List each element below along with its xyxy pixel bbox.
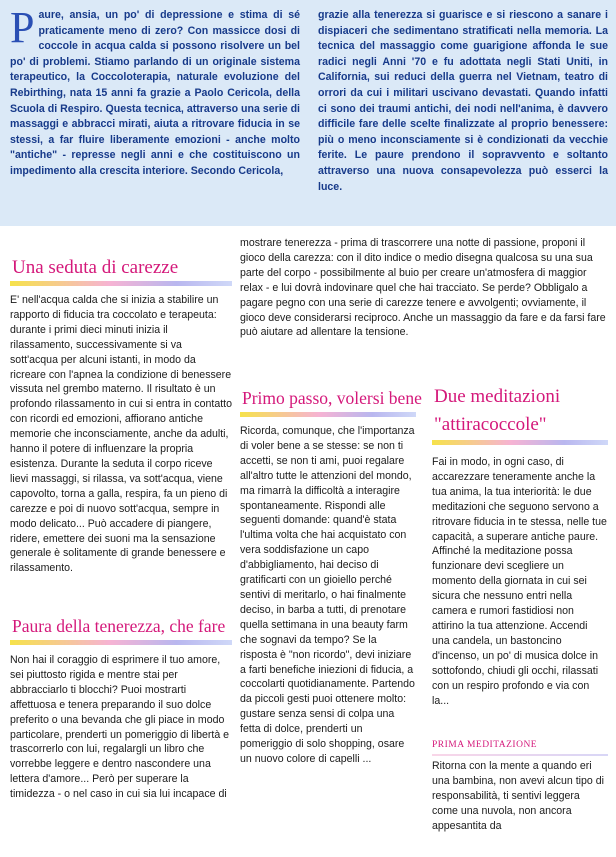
due-meditazioni-text: Fai in modo, in ogni caso, di accarezzare teneramente anche la tua anima, la tua interiorità: le due meditazioni che seguono servono a ritrovare fiducia in te stessa, nelle tue capacità, a superare antiche paure. Affinché la meditazione possa funzionare devi scegliere un momento della giornata in cui sei sicura che nessuno entri nella camera e rumori fastidiosi non attirino la tua attenzione. Accendi una candela, un bastoncino d'incenso, un po' di musica dolce in sottofondo, chiudi gli occhi, rilassati con un respiro profondo e via con la...: [432, 456, 607, 707]
prima-meditazione-text: Ritorna con la mente a quando eri una bambina, non avevi alcun tipo di responsabilità, ti sentivi leggera come una nuvola, non ancora appesantita da: [432, 760, 604, 832]
prima-meditazione-label: PRIMA MEDITAZIONE: [432, 740, 538, 750]
heading-due-meditazioni: Due meditazioni: [434, 386, 561, 407]
heading-rule: [10, 281, 232, 286]
intro-right-text: grazie alla tenerezza si guarisce e si riescono a sanare i dispiaceri che sedimentano stratificati nella memoria. La tecnica del massaggio come guarigione affonda le sue radici negli Anni '70 e fu adottata negli Stati Uniti, in California, sui reduci della guerra nel Vietnam, teatro di orrori da cui i militari uscivano devastati. Quando infatti ci sono dei traumi antichi, dei nodi nell'anima, è davvero difficile fare delle scelte finalizzate al proprio benessere: più o meno inconsciamente si è condizionati da vecchie ferite. Le paure prendono il sopravvento e soltanto attraverso una nuova consapevolezza può esserci la luce.: [318, 9, 608, 193]
seduta-text: E' nell'acqua calda che si inizia a stabilire un rapporto di fiducia tra coccolato e terapeuta: durante i primi dieci minuti inizia il rilassamento, successivamente si va sott'acqua per alcuni istanti, in modo da ricreare con l'apnea la condizione di benessere vissuta nel grembo materno. Il risultato è un profondo rilassamento in cui si entra in contatto con ricordi ed emozioni, affiorano antiche memorie che inconsciamente, anche da adulti, hanno il potere di influenzare la propria esistenza. Durante la seduta il corpo riceve lievi massaggi, si rilassa, va sott'acqua, viene capovolto, torna a galla, respira, fa un pieno di carezze e poi di nuovo sott'acqua, sempre in modo delicato... Può accadere di piangere, ridere, emettere dei suoni ma la sensazione generale è solitamente di grande benessere e rilassamento.: [10, 294, 233, 575]
subheading-rule: [432, 754, 608, 756]
primo-passo-text: Ricorda, comunque, che l'importanza di voler bene a se stesse: se non ti accetti, se non ti ami, puoi regalare all'altro tutte le attenzioni del mondo, ma rimarrà la difficoltà a interagire spontaneamente. Rispondi alle seguenti domande: quand'è stata l'ultima volta che hai acquistato con vera soddisfazione un capo d'abbigliamento, hai deciso di gratificarti con un gioiello perché sentivi di meritarlo, o hai finalmente deciso, in barba a tutti, di prenotare quella settimana in una beauty farm che sognavi da tempo? Se la risposta è "non ricordo", devi iniziare a farti benefiche iniezioni di fiducia, a coccolarti quotidianamente. Partendo da piccoli gesti puoi ottenere molto: gustare senza sensi di colpa una fetta di dolce, prenderti un pomeriggio di solo shopping, osare un nuovo colore di capelli ...: [240, 425, 415, 765]
heading-rule: [432, 440, 608, 445]
paura-continuation-text: mostrare tenerezza - prima di trascorrere una notte di passione, proponi il gioco della carezza: con il dito indice o medio disegna qualcosa su una sua parte del corpo - possibilmente al buio per creare un'atmosfera di maggior relax - e lui dovrà indovinare quel che hai tracciato. Se perde? Obbligalo a pagare pegno con una serie di carezze tenere e avvolgenti; ovviamente, il gioco deve considerarsi reciproco. Anche un massaggio da fare e da farsi fare può aiutare ad allentare la tensione.: [240, 237, 606, 339]
heading-attiracoccole: "attiracoccole": [434, 414, 547, 435]
heading-seduta: Una seduta di carezze: [12, 257, 179, 278]
intro-left-text: aure, ansia, un po' di depressione e stima di sé praticamente meno di zero? Con massicce dosi di coccole in acqua calda si possono risolvere un bel po' di problemi. Stiamo parlando di un originale sistema terapeutico, la Coccoloterapia, naturale evoluzione del Rebirthing, nata 15 anni fa grazie a Paolo Cericola, della Scuola di Respiro. Questa tecnica, attraverso una serie di massaggi e abbracci mirati, aiuta a ritrovare fiducia in se stessi, a far fluire liberamente emozioni - anche molto "antiche" - represse negli anni e che costituiscono un impedimento alla crescita interiore. Secondo Cericola,: [10, 9, 300, 177]
intro-left-column: [10, 3, 300, 180]
heading-rule: [10, 640, 232, 645]
heading-paura: Paura della tenerezza, che fare: [12, 616, 226, 636]
intro-box: [0, 0, 616, 226]
drop-cap: P: [10, 3, 35, 52]
paura-text: Non hai il coraggio di esprimere il tuo amore, sei piuttosto rigida e mentre stai per abbracciarlo ti blocchi? Puoi mostrarti affettuosa e tenera preparando il suo dolce preferito o una bevanda che gli piace in modo particolare, prenderti un pomeriggio di libertà e trascorrerlo con lui, regalargli un libro che vorrebbe leggere e dentro nascondere una lettera d'amore... Però per superare la timidezza - o nel caso in cui sia lui incapace di: [10, 654, 230, 801]
heading-rule: [240, 412, 416, 417]
heading-primo-passo: Primo passo, volersi bene: [242, 388, 422, 408]
